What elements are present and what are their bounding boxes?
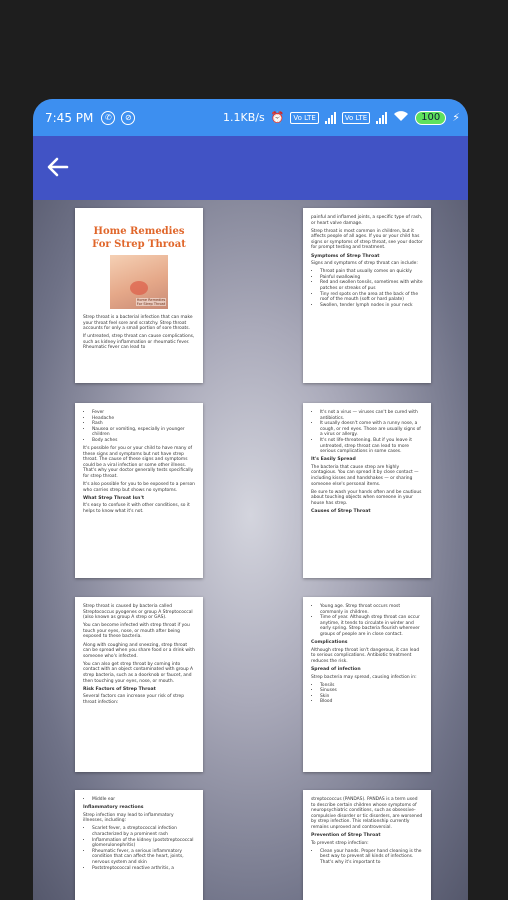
list-item: • Swollen, tender lymph nodes in your neck (320, 303, 423, 309)
list-item: • Middle ear (92, 797, 195, 803)
paragraph: If untreated, strep throat can cause complications, such as kidney inflammation or rheumatic fever. Rheumatic fever can lead to (83, 334, 195, 351)
list-item: • Headache (92, 416, 195, 422)
pdf-page-4[interactable] (303, 403, 431, 578)
paragraph: Strep throat is most common in children, but it affects people of all ages. If you or your child has signs or symptoms of strep throat, see your doctor for prompt testing and treatment. (311, 228, 423, 251)
list-item: • Rash (92, 421, 195, 427)
cover-title: Home Remedies For Strep Throat (92, 226, 186, 250)
bullet-list (83, 410, 195, 444)
status-bar (33, 99, 468, 136)
list-item: • It's not a virus — viruses can't be cured with antibiotics. (320, 410, 423, 421)
section-heading: What Strep Throat Isn't (83, 495, 145, 501)
list-item: • Inflammation of the kidney (poststreptococcal glomerulonephritis) (92, 838, 195, 849)
bullet-list (83, 797, 195, 803)
list-item: • Tiny red spots on the area at the back of the roof of the mouth (soft or hard palate) (320, 292, 423, 303)
list-item: • Red and swollen tonsils, sometimes with white patches or streaks of pus (320, 280, 423, 291)
pdf-page-1[interactable] (75, 208, 203, 383)
list-item: • Nausea or vomiting, especially in younger children (92, 427, 195, 438)
paragraph: Along with coughing and sneezing, strep throat can be spread when you share food or a drink with someone who's infected. (83, 642, 195, 659)
volte-icon: Vo LTE (290, 112, 318, 124)
whatsapp-icon: ✆ (101, 111, 115, 125)
list-item: • Rheumatic fever, a serious inflammatory condition that can affect the heart, joints, nervous system and skin (92, 849, 195, 866)
list-item: • It's not life-threatening. But if you leave it untreated, strep throat can lead to more serious complications in some cases. (320, 438, 423, 455)
paragraph: It's easy to confuse it with other conditions, so it helps to know what it's not. (83, 503, 190, 514)
cover-image-caption: Home Remedies For Strep Throat (136, 297, 166, 306)
charging-icon: ⚡ (452, 111, 460, 124)
status-right (223, 110, 460, 125)
pdf-page-2[interactable] (303, 208, 431, 383)
section-heading: Causes of Strep Throat (311, 509, 371, 514)
cover-image (110, 255, 168, 309)
list-item: • Skin (320, 694, 423, 700)
alarm-icon: ⏰ (270, 111, 285, 124)
paragraph: It's possible for you or your child to have many of these signs and symptoms but not have strep throat. The cause of these signs and symptoms could be a viral infection or some other illness. That's why your doctor generally tests specifically for strep throat. (83, 446, 194, 480)
section-heading: It's Easily Spread (311, 457, 356, 463)
pdf-page-grid[interactable] (33, 200, 468, 900)
bullet-list (83, 826, 195, 871)
bullet-list (311, 410, 423, 455)
section-heading: Risk Factors of Strep Throat (83, 686, 156, 692)
back-button[interactable] (45, 154, 71, 180)
bullet-list (311, 269, 423, 308)
paragraph: The bacteria that cause strep are highly contagious. You can spread it by close contact — including kisses and handshakes — or sharing someone else's personal items. (311, 464, 419, 487)
pdf-page-5[interactable] (75, 597, 203, 772)
status-time: 7:45 PM (45, 110, 94, 125)
paragraph: Be sure to wash your hands often and be cautious about touching objects when someone in your house has strep. (311, 489, 422, 506)
paragraph: You can become infected with strep throat if you touch your eyes, nose, or mouth after being exposed to these bacteria. (83, 623, 190, 640)
pdf-page-8[interactable] (303, 790, 431, 900)
section-heading: Inflammatory reactions (83, 805, 144, 811)
arrow-left-icon (45, 154, 71, 180)
paragraph: Strep throat is a bacterial infection that can make your throat feel sore and scratchy. Strep throat accounts for only a small portion of sore throats. (83, 315, 193, 332)
bullet-list (311, 683, 423, 705)
section-heading: Spread of infection (311, 666, 361, 672)
paragraph: Strep infection may lead to inflammatory illnesses, including: (83, 812, 174, 824)
list-item: • Young age. Strep throat occurs most commonly in children. (320, 604, 423, 615)
paragraph: It's also possible for you to be exposed to a person who carries strep but shows no symptoms. (83, 482, 195, 493)
paragraph: Strep throat is caused by bacteria called Streptococcus pyogenes or group A Streptococcal (also known as group A strep or GAS). (83, 604, 193, 621)
section-heading: Complications (311, 640, 348, 646)
list-item: • Tonsils (320, 683, 423, 689)
list-item: • Poststreptococcal reactive arthritis, a (92, 866, 195, 872)
bullet-list (311, 849, 423, 866)
volte-icon-2: Vo LTE (342, 112, 370, 124)
list-item: • Blood (320, 699, 423, 705)
list-item: • Clean your hands. Proper hand cleaning is the best way to prevent all kinds of infections. That's why it's important to (320, 849, 423, 866)
list-item: • Throat pain that usually comes on quickly (320, 269, 423, 275)
list-item: • Painful swallowing (320, 275, 423, 281)
section-heading: Prevention of Strep Throat (311, 833, 381, 839)
paragraph: painful and inflamed joints, a specific type of rash, or heart valve damage. (311, 215, 423, 226)
list-item: • Scarlet fever, a streptococcal infection characterized by a prominent rash (92, 826, 195, 837)
app-bar (33, 136, 468, 200)
list-item: • Body aches (92, 438, 195, 444)
paragraph: Signs and symptoms of strep throat can include: (311, 261, 418, 267)
wifi-icon (393, 110, 409, 125)
battery-indicator: 100 (415, 111, 446, 125)
list-item: • Fever (92, 410, 195, 416)
pdf-page-3[interactable] (75, 403, 203, 578)
section-heading: Symptoms of Strep Throat (311, 253, 380, 259)
paragraph: Strep bacteria may spread, causing infection in: (311, 674, 417, 680)
list-item: • It usually doesn't come with a runny nose, a cough, or red eyes. Those are usually signs of a virus or allergy. (320, 421, 423, 438)
net-speed: 1.1KB/s (222, 111, 265, 124)
signal-icon-2 (376, 112, 387, 124)
phone-screen (33, 99, 468, 900)
list-item: • Time of year. Although strep throat can occur anytime, it tends to circulate in winter and early spring. Strep bacteria flourish wherever groups of people are in close contact. (320, 615, 423, 637)
pdf-page-6[interactable] (303, 597, 431, 772)
status-left-icons (101, 111, 135, 125)
bullet-list (311, 604, 423, 638)
paragraph: streptococcus (PANDAS). PANDAS is a term used to describe certain children whose symptoms of neuropsychiatric conditions, such as obsessive-compulsive disorder or tic disorders, are worsened by strep infection. This relationship currently remains unproved and controversial. (311, 797, 423, 830)
signal-icon (325, 112, 336, 124)
paragraph: Several factors can increase your risk of strep throat infection: (83, 694, 184, 705)
pdf-page-7[interactable] (75, 790, 203, 900)
paragraph: You can also get strep throat by coming into contact with an object contaminated with group A strep bacteria, such as a doorknob or faucet, and then touching your eyes, nose, or mouth. (83, 661, 194, 684)
paragraph: Although strep throat isn't dangerous, it can lead to serious complications. Antibiotic treatment reduces the risk. (311, 647, 420, 664)
vpn-icon: ⊘ (121, 111, 135, 125)
list-item: • Sinuses (320, 688, 423, 694)
paragraph: To prevent strep infection: (311, 840, 369, 846)
